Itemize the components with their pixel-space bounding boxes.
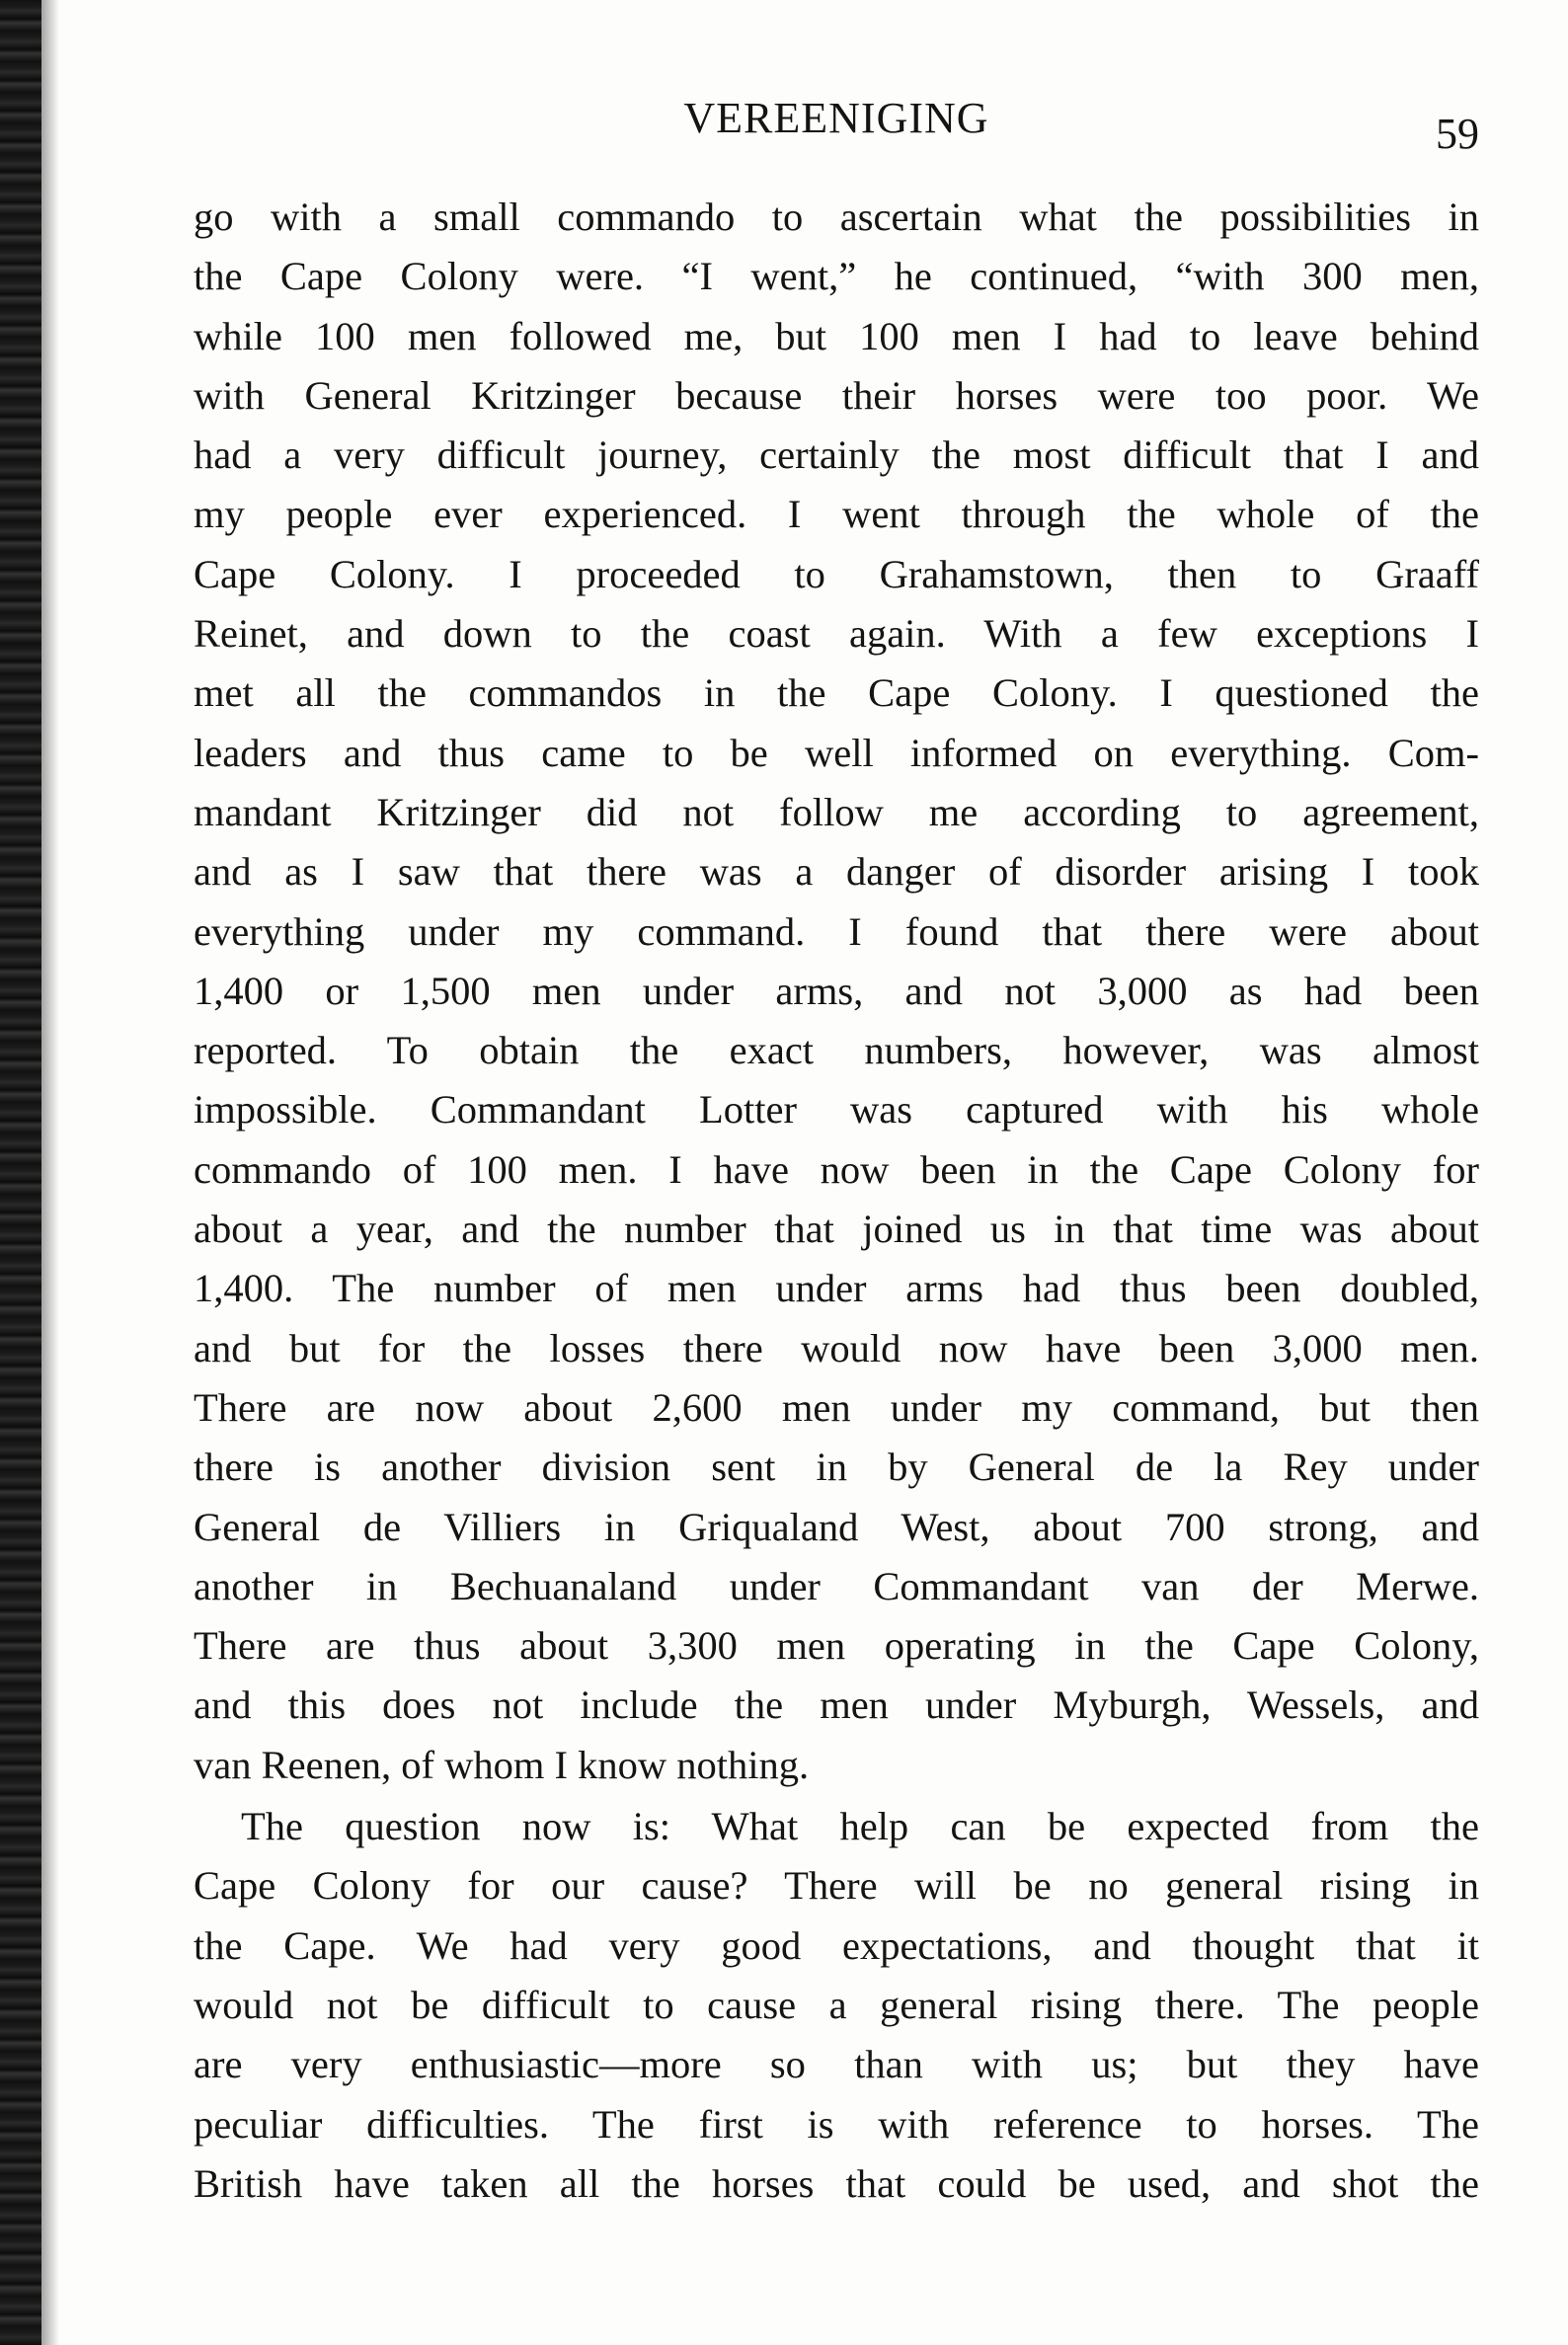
text-line: are very enthusiastic—more so than with us; but they have: [194, 2042, 1479, 2087]
text-line: 1,400. The number of men under arms had thus been doubled,: [194, 1266, 1479, 1311]
paragraph-first-line: The question now is: What help can be expected from the: [241, 1804, 1479, 1849]
text-line: Cape Colony for our cause? There will be no general rising in: [194, 1863, 1479, 1909]
text-line: met all the commandos in the Cape Colony. I questioned the: [194, 670, 1479, 716]
text-line: There are thus about 3,300 men operating in the Cape Colony,: [194, 1623, 1479, 1669]
text-line: with General Kritzinger because their horses were too poor. We: [194, 372, 1479, 418]
text-line: about a year, and the number that joined us in that time was about: [194, 1207, 1479, 1252]
body-text: [194, 188, 1479, 2214]
running-header: [194, 87, 1479, 156]
text-line: had a very difficult journey, certainly the most difficult that I and: [194, 432, 1479, 478]
text-line: would not be difficult to cause a general rising there. The people: [194, 1982, 1479, 2027]
text-line: the Cape. We had very good expectations, and thought that it: [194, 1922, 1479, 1968]
text-line: go with a small commando to ascertain what the possibilities in: [194, 195, 1479, 239]
text-line: Reinet, and down to the coast again. With a few exceptions I: [194, 611, 1479, 657]
running-title: VEREENIGING: [683, 94, 989, 142]
text-line: while 100 men followed me, but 100 men I had to leave behind: [194, 313, 1479, 358]
text-line: 1,400 or 1,500 men under arms, and not 3,000 as had been: [194, 968, 1479, 1013]
text-line: There are now about 2,600 men under my command, but then: [194, 1384, 1479, 1430]
binding-edge: [0, 0, 41, 2345]
text-line: British have taken all the horses that could be used, and shot the: [194, 2160, 1479, 2206]
text-line: and as I saw that there was a danger of disorder arising I took: [194, 849, 1479, 895]
text-line: leaders and thus came to be well informed on everything. Com-: [194, 730, 1479, 775]
text-line: peculiar difficulties. The first is with reference to horses. The: [194, 2101, 1479, 2147]
text-line: my people ever experienced. I went through the whole of the: [194, 492, 1479, 537]
text-line: mandant Kritzinger did not follow me according to agreement,: [194, 789, 1479, 834]
text-line: and this does not include the men under Myburgh, Wessels, and: [194, 1682, 1479, 1728]
text-line: everything under my command. I found that there were about: [194, 908, 1479, 954]
text-line: the Cape Colony were. “I went,” he continued, “with 300 men,: [194, 254, 1479, 299]
paragraph-end-line: van Reenen, of whom I know nothing.: [194, 1742, 810, 1787]
text-line: impossible. Commandant Lotter was captured with his whole: [194, 1087, 1479, 1133]
text-line: General de Villiers in Griqualand West, about 700 strong, and: [194, 1504, 1479, 1549]
text-line: another in Bechuanaland under Commandant van der Merwe.: [194, 1563, 1479, 1608]
page-number: 59: [1436, 110, 1479, 158]
text-line: commando of 100 men. I have now been in the Cape Colony for: [194, 1146, 1479, 1192]
text-line: Cape Colony. I proceeded to Grahamstown, then to Graaff: [194, 551, 1479, 596]
text-line: reported. To obtain the exact numbers, however, was almost: [194, 1028, 1479, 1073]
text-line: there is another division sent in by General de la Rey under: [194, 1445, 1479, 1490]
text-line: and but for the losses there would now have been 3,000 men.: [194, 1325, 1479, 1370]
